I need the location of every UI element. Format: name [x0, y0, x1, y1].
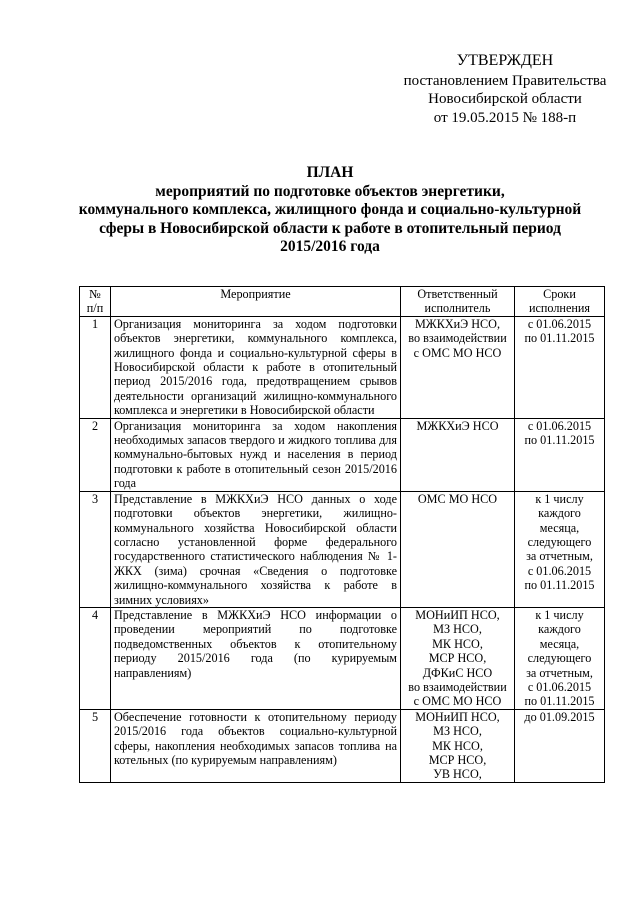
header-term: Сроки исполнения	[515, 287, 605, 317]
row-activity: Организация мониторинга за ходом подготовки объектов энергетики, коммунального комплекса, жилищного фонда и социально-культурной сферы в Новосибирской области к работе в отопительный период 2015/2016 года, предотвращением срывов деятельности организаций жилищно-коммунального комплекса и энергетики в Новосибирской области	[111, 316, 401, 418]
approval-line: Новосибирской области	[428, 91, 582, 107]
executor-line: МЖКХиЭ НСО	[416, 418, 499, 433]
term-line: за отчетным,	[526, 549, 593, 564]
term-line: по 01.11.2015	[524, 694, 595, 709]
table-row	[80, 418, 605, 491]
approval-line: постановлением Правительства	[403, 72, 607, 89]
term-line: месяца,	[539, 520, 580, 535]
row-number: 5	[80, 709, 111, 782]
executor-line: МЖКХиЭ НСО,	[414, 316, 501, 331]
executor-line: УВ НСО,	[433, 767, 482, 782]
row-term	[515, 316, 605, 418]
row-executor	[401, 607, 515, 709]
term-line: с 01.06.2015	[527, 679, 592, 694]
executor-line: МК НСО,	[432, 738, 483, 753]
executor-line: МСР НСО,	[428, 753, 487, 767]
document-title	[40, 164, 620, 257]
term-line: каждого	[538, 506, 581, 521]
executor-line: во взаимодействии	[408, 331, 507, 346]
row-term	[515, 491, 605, 607]
executor-line: МК НСО,	[432, 636, 483, 651]
row-executor	[401, 491, 515, 607]
term-line: по 01.11.2015	[524, 578, 595, 593]
table-row	[80, 607, 605, 709]
term-line: за отчетным,	[526, 665, 593, 680]
header-executor: Ответственный исполнитель	[401, 287, 515, 317]
term-line: до 01.09.2015	[524, 709, 595, 724]
term-line: с 01.06.2015	[527, 418, 592, 433]
approval-stamp	[380, 52, 630, 127]
executor-line: с ОМС МО НСО	[413, 694, 502, 709]
executor-line: МСР НСО,	[428, 651, 487, 666]
row-number: 3	[80, 491, 111, 607]
row-number: 1	[80, 316, 111, 418]
term-line: с 01.06.2015	[527, 316, 592, 331]
plan-table	[79, 286, 605, 783]
table-row	[80, 491, 605, 607]
row-activity: Организация мониторинга за ходом накопления необходимых запасов твердого и жидкого топлива для коммунально-бытовых нужд и населения в период подготовки к работе в отопительный сезон 2015/2016 года	[111, 418, 401, 491]
row-term	[515, 607, 605, 709]
term-line: к 1 числу	[535, 491, 584, 506]
approval-date: от 19.05.2015 № 188-п	[433, 109, 577, 126]
title-line: 2015/2016 года	[280, 238, 380, 256]
term-line: месяца,	[539, 636, 580, 651]
term-line: каждого	[538, 622, 581, 637]
row-number: 4	[80, 607, 111, 709]
executor-line: с ОМС МО НСО	[413, 345, 502, 360]
approval-heading: УТВЕРЖДЕН	[456, 52, 554, 69]
term-line: следующего	[527, 534, 592, 549]
header-activity: Мероприятие	[111, 287, 401, 317]
header-num: № п/п	[80, 287, 111, 317]
executor-line: ДФКиС НСО	[422, 665, 493, 680]
title-line: коммунального комплекса, жилищного фонда и социально-культурной	[78, 201, 582, 219]
row-activity: Представление в МЖКХиЭ НСО информации о проведении мероприятий по подготовке подведомственных объектов к отопительному периоду 2015/2016 года (по курируемым направлениям)	[111, 607, 401, 709]
row-activity: Представление в МЖКХиЭ НСО данных о ходе подготовки объектов энергетики, жилищно-коммунального хозяйства Новосибирской области согласно установленной форме федерального государственного статистического наблюдения № 1-ЖКХ (зима) срочная «Сведения о подготовке жилищно-коммунального хозяйства к работе в зимних условиях»	[111, 491, 401, 607]
term-line: по 01.11.2015	[524, 433, 595, 448]
executor-line: ОМС МО НСО	[417, 491, 498, 506]
executor-line: МЗ НСО,	[433, 622, 482, 637]
term-line: к 1 числу	[535, 607, 584, 622]
row-number: 2	[80, 418, 111, 491]
executor-line: МОНиИП НСО,	[415, 709, 500, 724]
executor-line: во взаимодействии	[408, 679, 507, 694]
term-line: с 01.06.2015	[527, 563, 592, 578]
row-executor	[401, 316, 515, 418]
executor-line: МОНиИП НСО,	[415, 607, 500, 622]
term-line: по 01.11.2015	[524, 331, 595, 346]
table-row	[80, 709, 605, 782]
row-activity: Обеспечение готовности к отопительному периоду 2015/2016 года объектов социально-культурной сферы, накопления необходимых запасов топлива на котельных (по курируемым направлениям)	[111, 709, 401, 782]
table-row	[80, 316, 605, 418]
row-executor	[401, 418, 515, 491]
row-term	[515, 418, 605, 491]
title-line: мероприятий по подготовке объектов энергетики,	[155, 182, 505, 200]
term-line: следующего	[527, 651, 592, 666]
table-header-row	[80, 287, 605, 317]
executor-line: МЗ НСО,	[433, 724, 482, 739]
title-line: сферы в Новосибирской области к работе в отопительный период	[99, 219, 561, 237]
row-executor	[401, 709, 515, 782]
row-term	[515, 709, 605, 782]
title-main: ПЛАН	[306, 164, 354, 181]
